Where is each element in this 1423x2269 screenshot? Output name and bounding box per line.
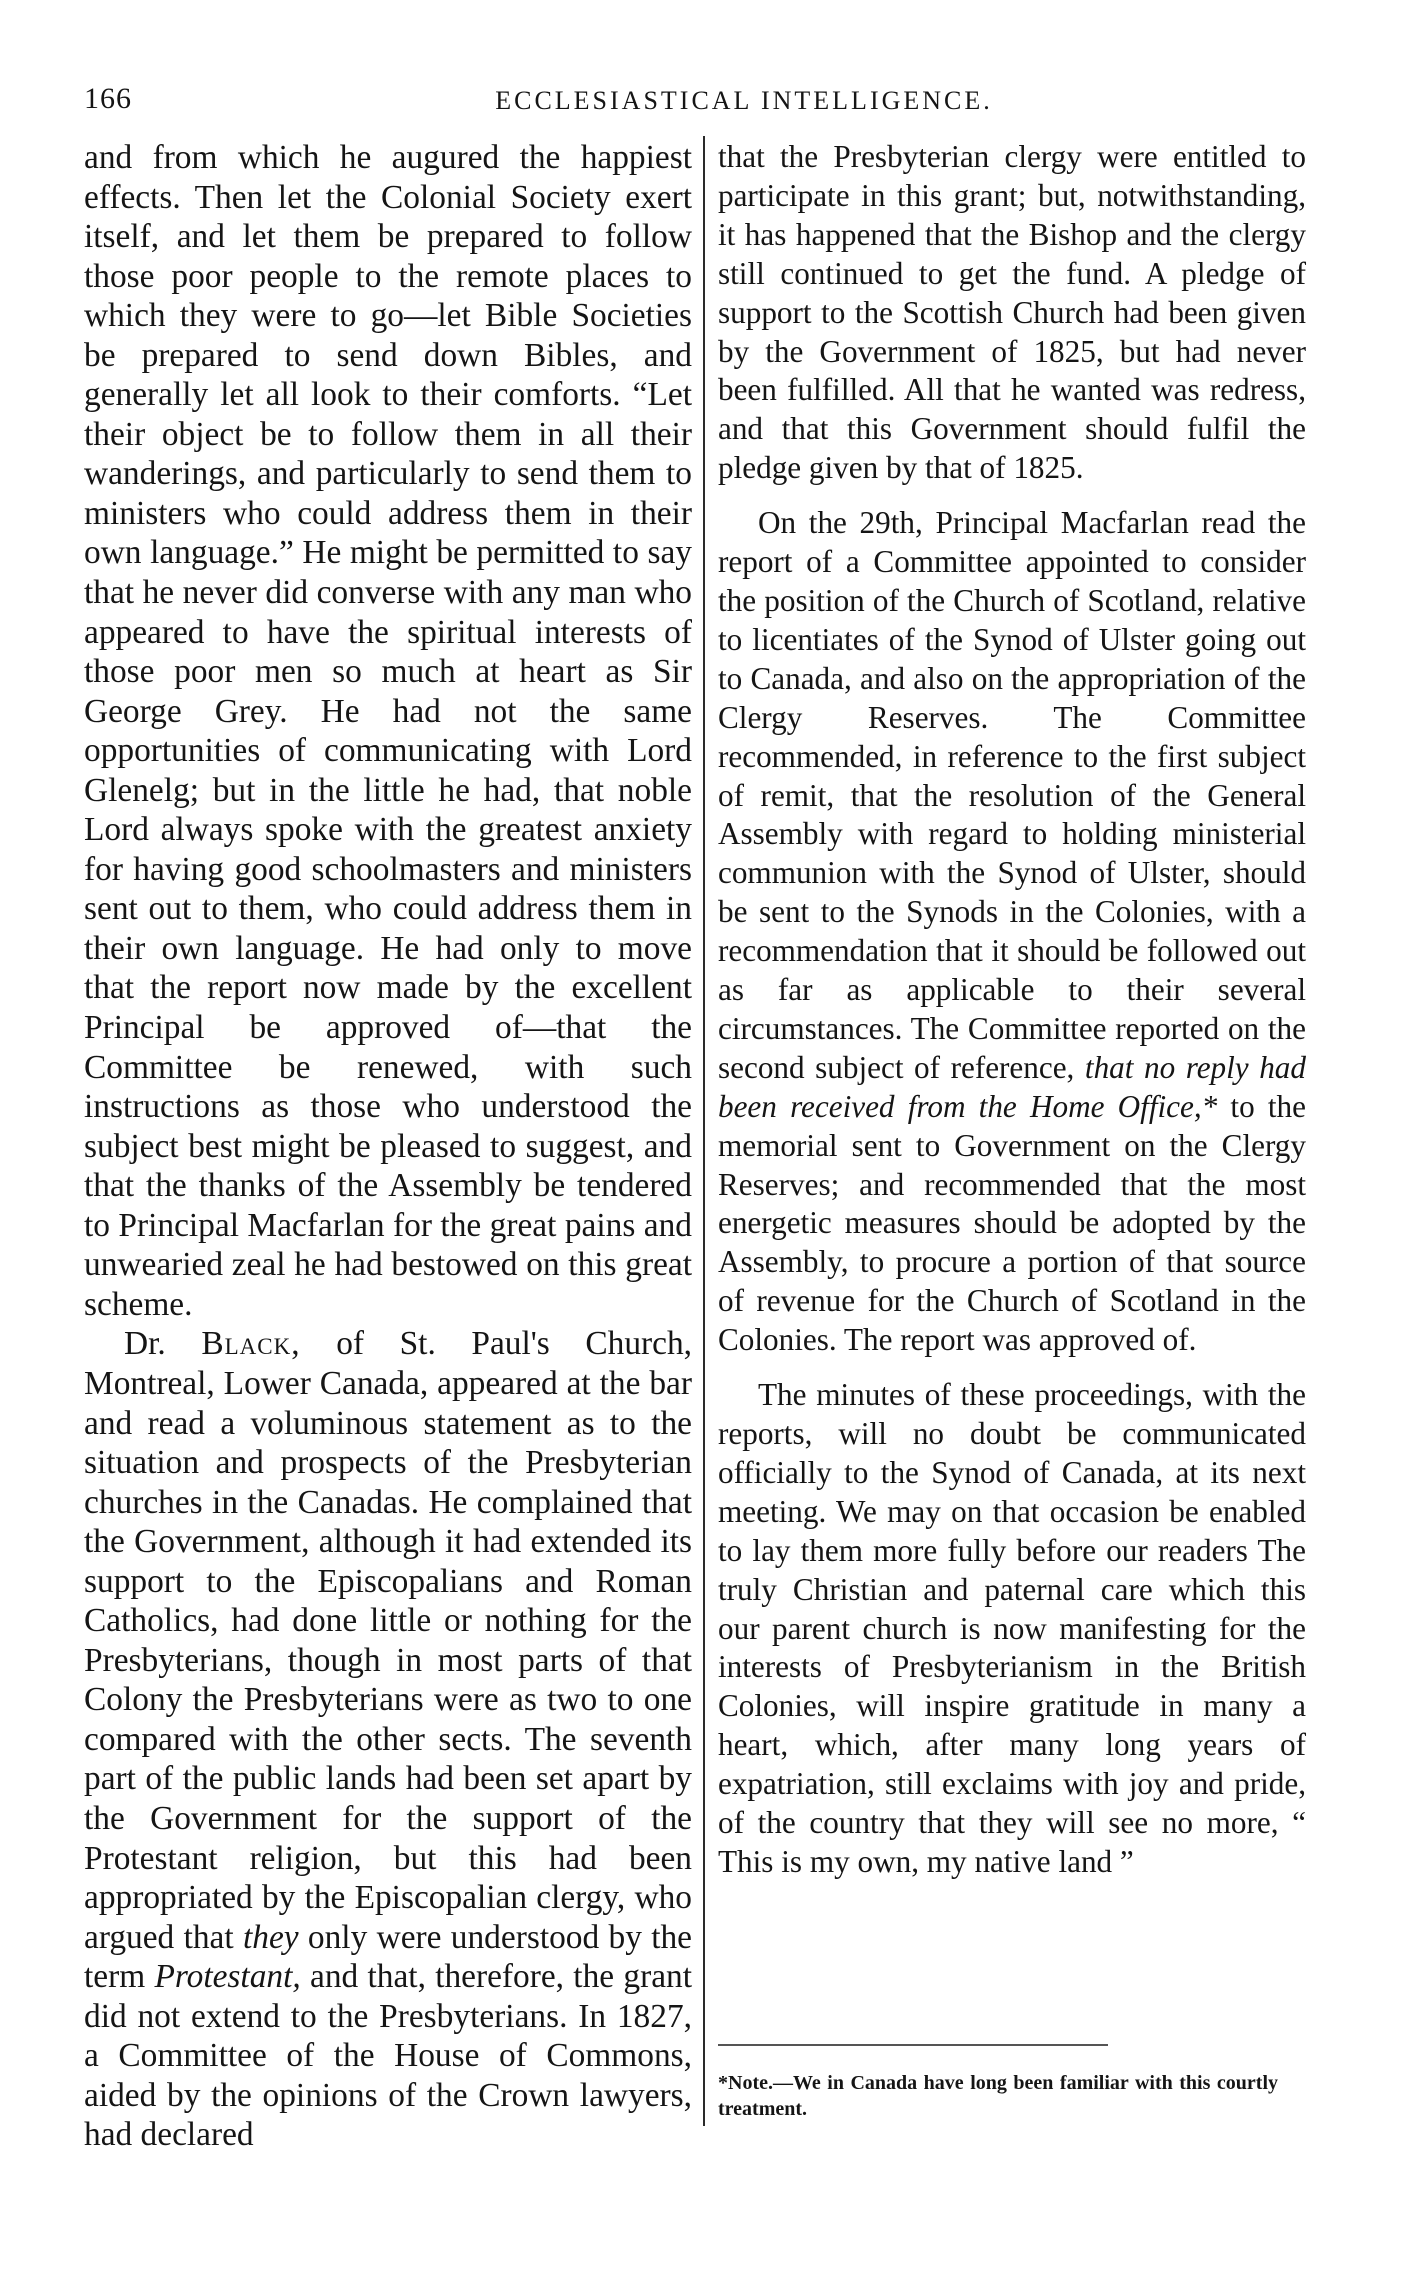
left-paragraph-2 (84, 1324, 692, 2154)
right-column (718, 138, 1306, 1882)
left-paragraph-2-text-a: of St. Paul's Church, Montreal, Lower Canada, appeared at the bar and read a voluminous statement as to the situation and prospects of the Presbyterian churches in the Canadas. He complained that the Government, although it had extended its support to the Episcopalians and Roman Catholics, had done little or nothing for the Presbyterians, though in most parts of that Colony the Presbyterians were as two to one compared with the other sects. The seventh part of the public lands had been set apart by the Government for the support of the Protestant religion, but this had been appropriated by the Episcopalian clergy, who argued that (84, 1325, 692, 1956)
emphasis-home-office: that no reply had been received from the Home Office,* (718, 1049, 1306, 1124)
right-paragraph-2 (718, 504, 1306, 1360)
emphasis-they: they (242, 1918, 299, 1956)
footnote: *Note.—We in Canada have long been familiar with this courtly treatment. (718, 2072, 1278, 2120)
right-paragraph-1: that the Presbyterian clergy were entitled to participate in this grant; but, notwithstanding, it has happened that the Bishop and the clergy still continued to get the fund. A pledge of support to the Scottish Church had been given by the Government of 1825, but had never been fulfilled. All that he wanted was redress, and that this Government should fulfil the pledge given by that of 1825. (718, 139, 1306, 486)
left-paragraph-2-text-c: and that, therefore, the grant did not extend to the Presbyterians. In 1827, a Committee of the House of Commons, aided by the opinions of the Crown lawyers, had declared (84, 1958, 692, 2154)
right-paragraph-3: The minutes of these proceedings, with the reports, will no doubt be communicated officially to the Synod of Canada, at its next meeting. We may on that occasion be enabled to lay them more fully before our readers The truly Christian and paternal care which this our parent church is now manifesting for the interests of Presbyterianism in the British Colonies, will inspire gratitude in many a heart, which, after many long years of expatriation, still exclaims with joy and pride, of the country that they will see no more, “ This is my own, my native land ” (718, 1377, 1306, 1879)
running-title: ECCLESIASTICAL INTELLIGENCE. (495, 86, 993, 115)
footnote-rule (718, 2044, 1108, 2046)
emphasis-protestant: Protestant, (154, 1958, 301, 1996)
right-paragraph-2-text-a: On the 29th, Principal Macfarlan read the report of a Committee appointed to consider the position of the Church of Scotland, relative to licentiates of the Synod of Ulster going out to Canada, and also on the appropriation of the Clergy Reserves. The Committee recommended, in reference to the first subject of remit, that the resolution of the General Assembly with regard to holding ministerial communion with the Synod of Ulster, should be sent to the Synods in the Colonies, with a recommendation that it should be followed out as far as applicable to their several circumstances. The Committee reported on the second subject of reference, (718, 505, 1306, 1085)
page-number: 166 (84, 82, 132, 115)
column-rule (703, 136, 705, 2126)
left-paragraph-2-text-b: only were understood by the term (84, 1918, 693, 1996)
speaker-name: Black, (201, 1325, 301, 1363)
left-paragraph-1: and from which he augured the happiest effects. Then let the Colonial Society exert itself, and let them be prepared to follow those poor people to the remote places to which they were to go—let Bible Societies be prepared to send down Bibles, and generally let all look to their comforts. “Let their object be to follow them in all their wanderings, and particularly to send them to ministers who could address them in their own language.” He might be permitted to say that he never did converse with any man who appeared to have the spiritual interests of those poor men so much at heart as Sir George Grey. He had not the same opportunities of communicating with Lord Glenelg; but in the little he had, that noble Lord always spoke with the greatest anxiety for having good schoolmasters and ministers sent out to them, who could address them in their own language. He had only to move that the report now made by the excellent Principal be approved of—that the Committee be renewed, with such instructions as those who understood the subject best might be pleased to suggest, and that the thanks of the Assembly be tendered to Principal Macfarlan for the great pains and unwearied zeal he had bestowed on this great scheme. (84, 139, 692, 1323)
left-column (84, 138, 692, 2155)
right-paragraph-2-text-b: to the memorial sent to Government on the Clergy Reserves; and recommended that the most energetic measures should be adopted by the Assembly, to procure a portion of that source of revenue for the Church of Scotland in the Colonies. The report was approved of. (718, 1088, 1306, 1358)
page-header (84, 82, 1274, 122)
dr-prefix: Dr. (124, 1325, 166, 1363)
